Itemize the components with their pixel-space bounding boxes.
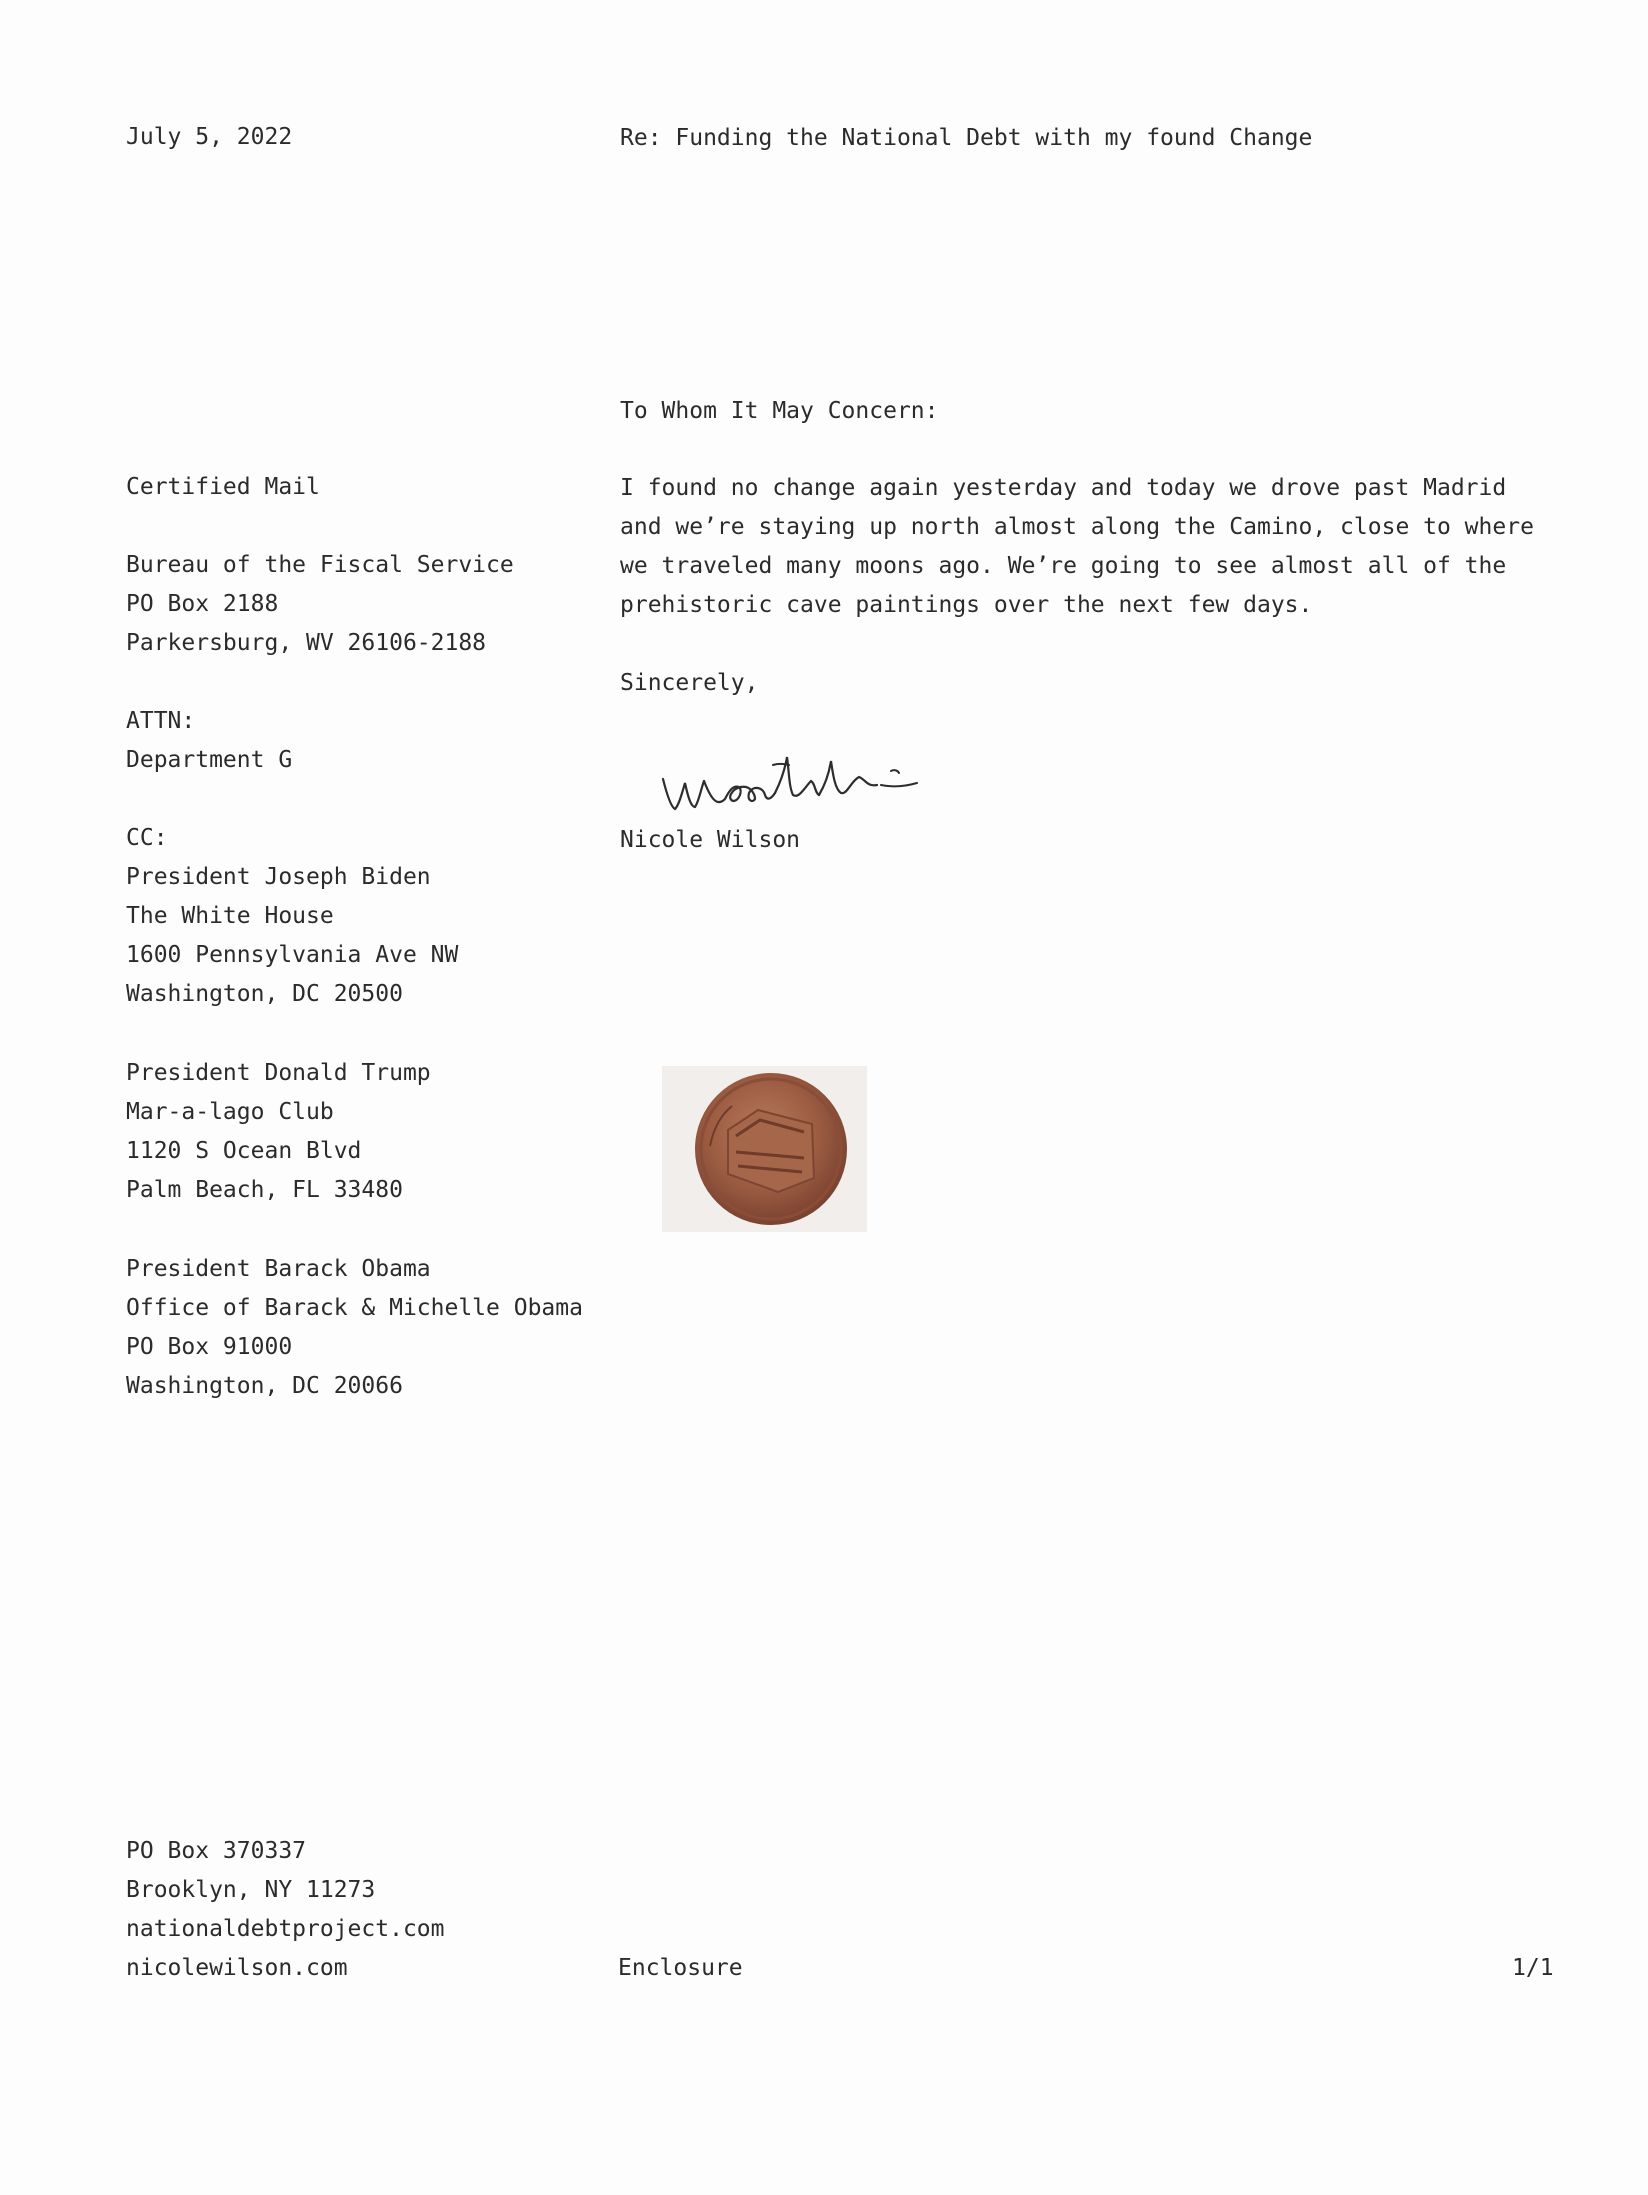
cc-obama-block [126, 1250, 583, 1406]
mail-type: Certified Mail [126, 474, 320, 500]
return-address [126, 1832, 445, 1988]
signer-name: Nicole Wilson [620, 827, 801, 853]
attn-block [126, 702, 292, 780]
website-line: nicolewilson.com [126, 1955, 348, 1981]
attn-label: ATTN: [126, 708, 196, 734]
cc-biden-block [126, 819, 458, 1014]
body-line: I found no change again yesterday and today we drove past Madrid [620, 475, 1507, 501]
return-address-line: Brooklyn, NY 11273 [126, 1877, 376, 1903]
letter-date: July 5, 2022 [126, 124, 293, 150]
cc-line: Palm Beach, FL 33480 [126, 1177, 403, 1203]
cc-line: Washington, DC 20066 [126, 1373, 403, 1399]
cc-line: 1120 S Ocean Blvd [126, 1138, 362, 1164]
signature-image [655, 735, 985, 825]
salutation: To Whom It May Concern: [620, 398, 939, 424]
cc-line: The White House [126, 903, 334, 929]
body-line: prehistoric cave paintings over the next few days. [620, 592, 1313, 618]
body-line: and we’re staying up north almost along the Camino, close to where [620, 514, 1534, 540]
cc-line: President Barack Obama [126, 1256, 431, 1282]
cc-line: PO Box 91000 [126, 1334, 293, 1360]
body-line: we traveled many moons ago. We’re going to see almost all of the [620, 553, 1507, 579]
cc-trump-block [126, 1054, 431, 1210]
cc-line: President Joseph Biden [126, 864, 431, 890]
recipient-address [126, 546, 514, 663]
recipient-line: Parkersburg, WV 26106-2188 [126, 630, 487, 656]
cc-line: Washington, DC 20500 [126, 981, 403, 1007]
cc-line: President Donald Trump [126, 1060, 431, 1086]
cc-line: 1600 Pennsylvania Ave NW [126, 942, 459, 968]
attn-department: Department G [126, 747, 293, 773]
cc-line: Mar-a-lago Club [126, 1099, 334, 1125]
return-address-line: PO Box 370337 [126, 1838, 307, 1864]
enclosure-label: Enclosure [618, 1955, 743, 1981]
letter-subject: Re: Funding the National Debt with my found Change [620, 125, 1313, 151]
website-line: nationaldebtproject.com [126, 1916, 445, 1942]
letter-body [620, 469, 1534, 625]
recipient-line: PO Box 2188 [126, 591, 279, 617]
penny-image [662, 1066, 867, 1232]
cc-label: CC: [126, 825, 168, 851]
page-number: 1/1 [1512, 1955, 1554, 1981]
cc-line: Office of Barack & Michelle Obama [126, 1295, 583, 1321]
closing: Sincerely, [620, 670, 759, 696]
recipient-line: Bureau of the Fiscal Service [126, 552, 514, 578]
